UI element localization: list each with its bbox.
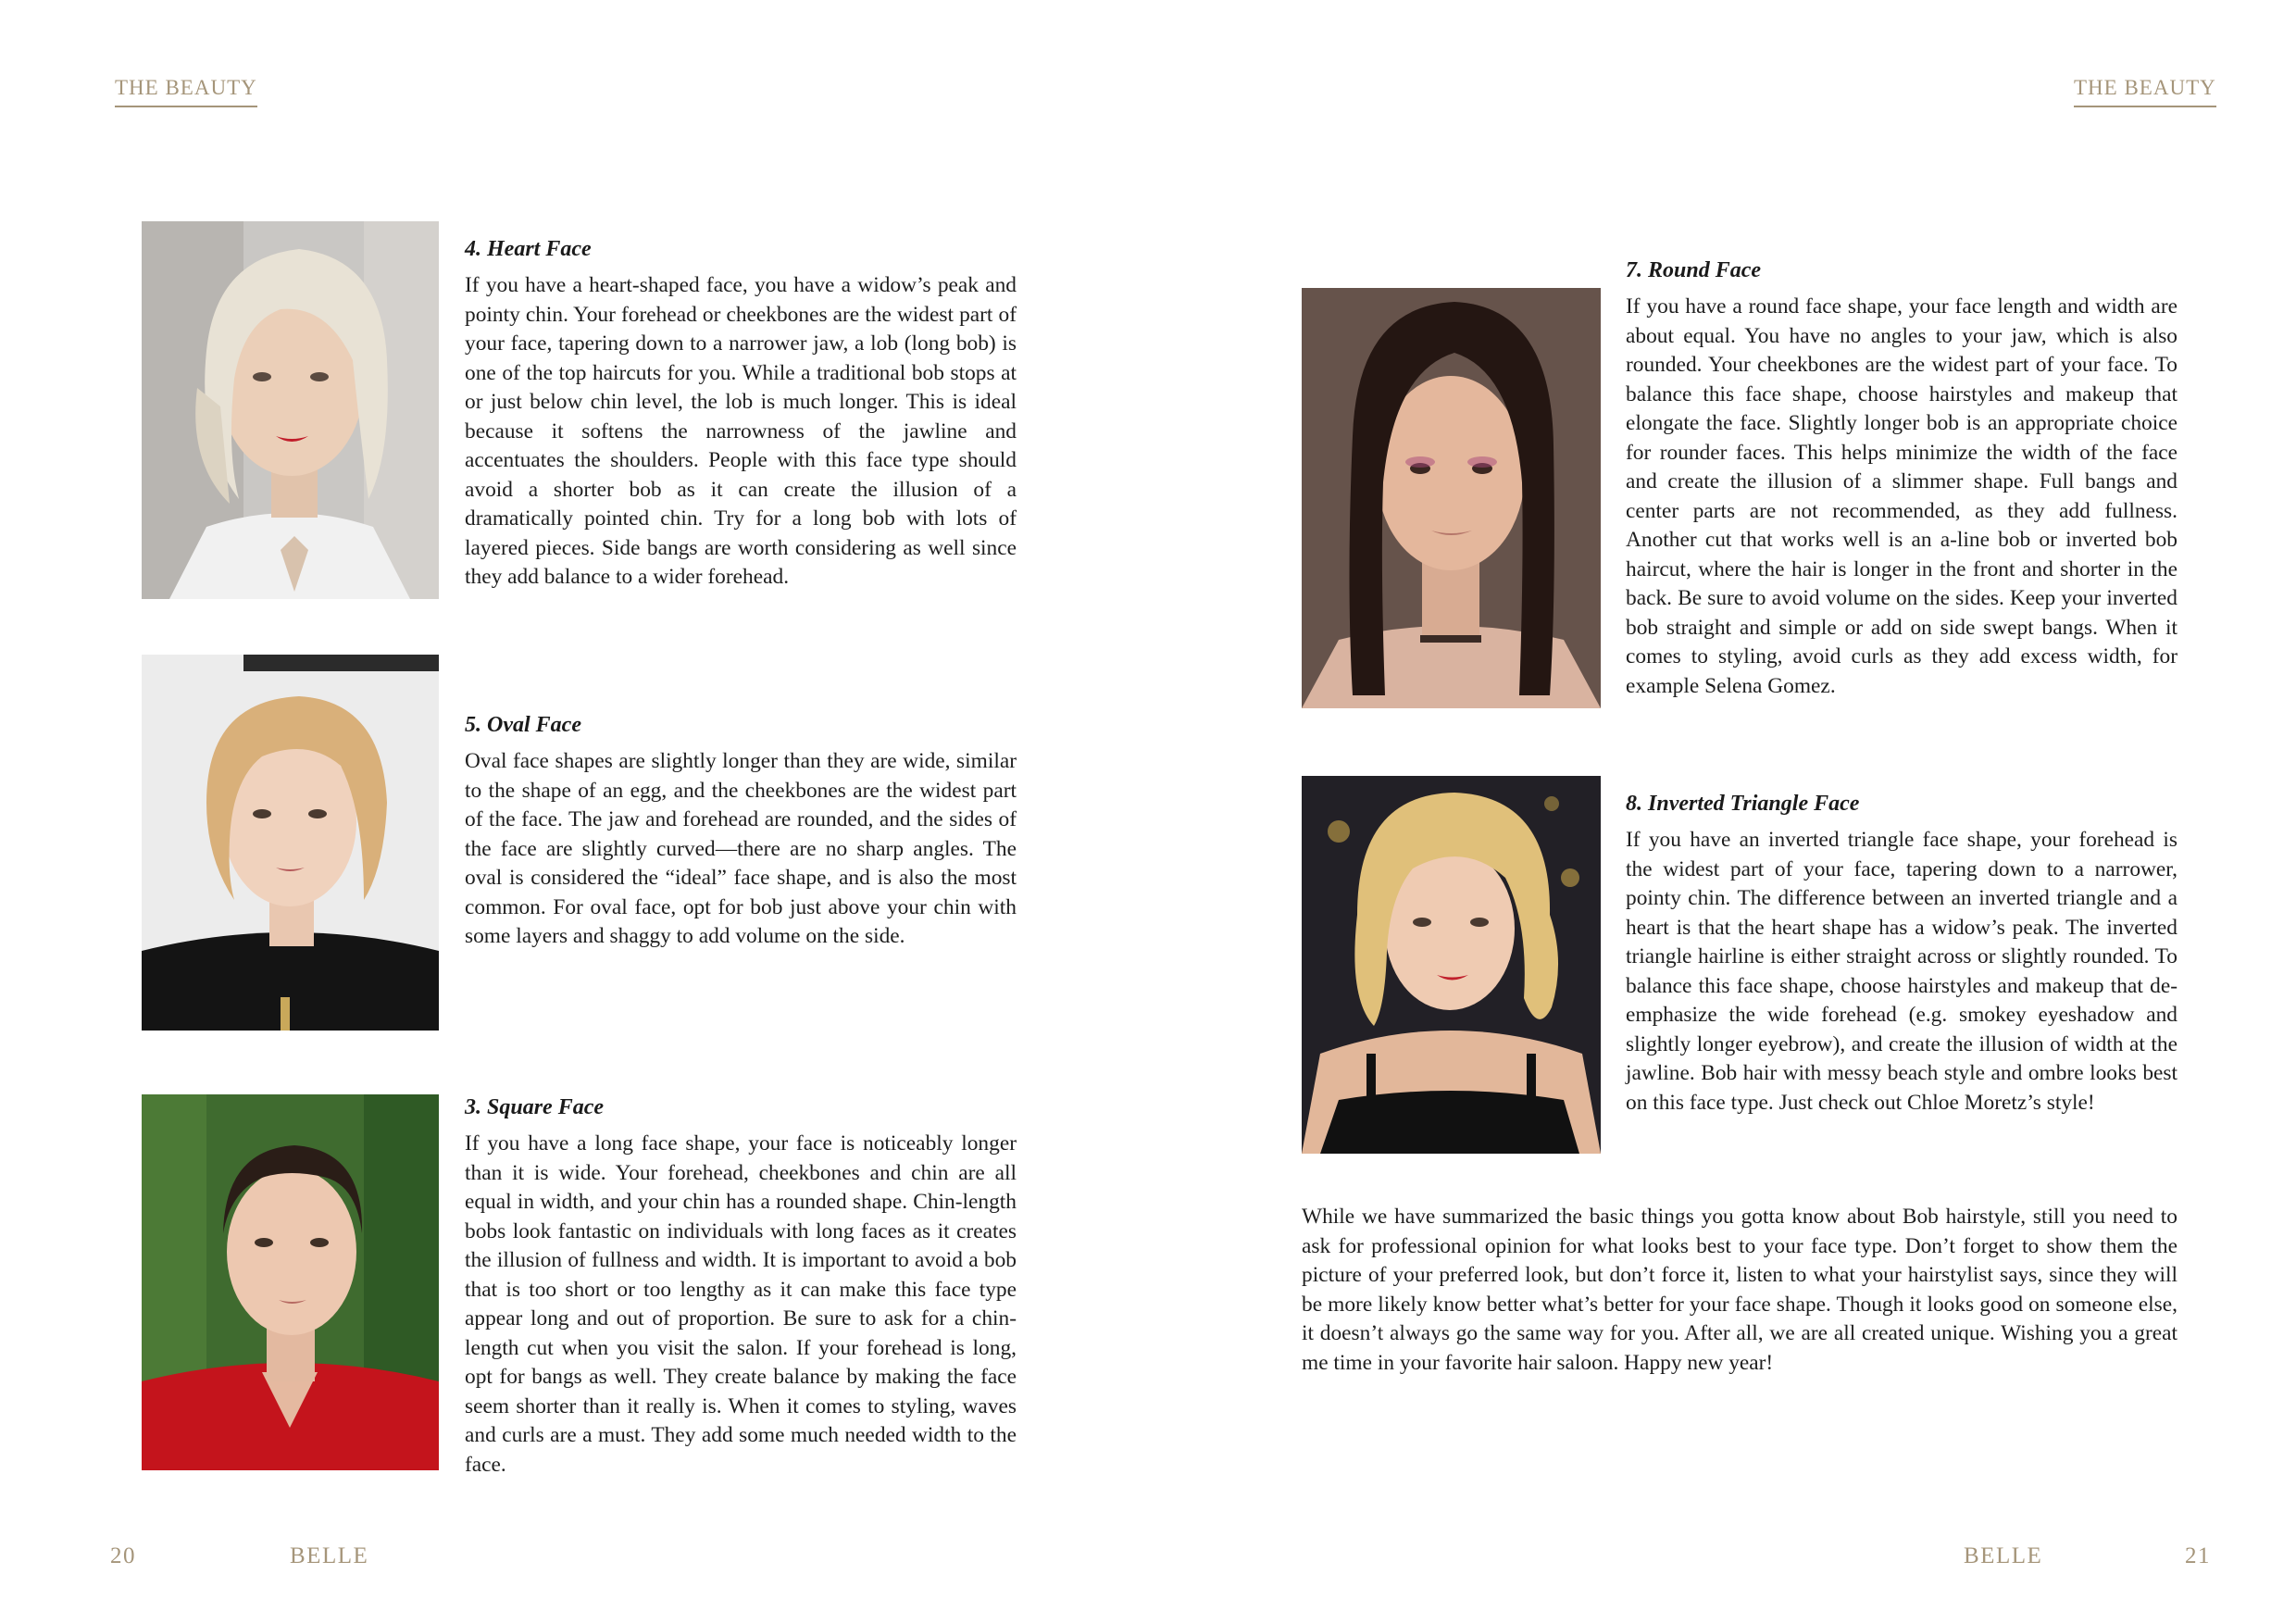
oval-face-title: 5. Oval Face (465, 713, 581, 737)
oval-face-photo (142, 655, 439, 1031)
square-face-photo (142, 1094, 439, 1470)
closing-paragraph: While we have summarized the basic things you gotta know about Bob hairstyle, still you need to ask for professional opinion for what looks best to your face type. Don’t forget to show them the picture of your preferred look, but don’t force it, listen to what your hairstylist says, since they will be more likely know better what’s better for your face shape. Though it looks good on someone else, it doesn’t always go the same way for you. After all, we are all created unique. Wishing you a great me time in your favorite hair saloon. Happy new year! (1302, 1205, 2177, 1375)
magazine-name-right: BELLE (1964, 1543, 2043, 1568)
square-face-text: If you have a long face shape, your face is noticeably longer than it is wide. Your forehead, cheekbones and chin are all equal in width, and your chin has a rounded shape. Chin-length bobs look fantastic on individuals with long faces as it creates the illusion of fullness and width. It is important to avoid a bob that is too short or too lengthy as it can make this face type appear long and out of proportion. Be sure to ask for a chin-length cut when you visit the salon. If your forehead is long, opt for bangs as well. They create balance by making the face seem shorter than it really is. When it comes to styling, waves and curls are a must. They add some much needed width to the face. (465, 1131, 1017, 1477)
heart-face-photo (142, 221, 439, 599)
oval-face-text: Oval face shapes are slightly longer than they are wide, similar to the shape of an egg, and the cheekbones are the widest part of the face. The jaw and forehead are rounded, and the sides of the face are slightly curved—there are no sharp angles. The oval is considered the “ideal” face shape, and is also the most common. For oval face, opt for bob just above your chin with some layers and shaggy to add volume on the side. (465, 749, 1017, 948)
magazine-name-left: BELLE (290, 1543, 369, 1568)
square-face-title: 3. Square Face (465, 1095, 604, 1119)
round-face-text: If you have a round face shape, your face length and width are about equal. You have no angles to your jaw, which is also rounded. Your cheekbones are the widest part of your face. To balance this face shape, choose hairstyles and makeup that elongate the face. Slightly longer bob is an appropriate choice for rounder faces. This helps minimize the width of the face and create the illusion of a slimmer shape. Full bangs and center parts are not recommended, as they add fullness. Another cut that works well is an a-line bob or inverted bob haircut, where the hair is longer in the front and shorter in the back. Be sure to avoid volume on the sides. Keep your inverted bob straight and simple or add on side swept bangs. When it comes to styling, avoid curls as they add excess width, for example Selena Gomez. (1626, 294, 2177, 698)
inverted-triangle-face-text: If you have an inverted triangle face shape, your forehead is the widest part of your face, tapering down to a narrower, pointy chin. The difference between an inverted triangle and a heart is that the heart shape has a widow’s peak. The inverted triangle hairline is either straight across or slightly rounded. To balance this face shape, choose hairstyles and makeup that de-emphasize the wide forehead (e.g. smokey eyeshadow and slightly longer eyebrow), and create the illusion of width at the jawline. Bob hair with messy beach style and ombre looks best on this face type. Just check out Chloe Moretz’s style! (1626, 828, 2177, 1115)
inverted-triangle-face-photo (1302, 776, 1601, 1154)
section-label-right: THE BEAUTY (2074, 76, 2216, 107)
page-number-right: 21 (2185, 1543, 2211, 1568)
page-number-left: 20 (110, 1543, 136, 1568)
inverted-triangle-face-title: 8. Inverted Triangle Face (1626, 792, 1860, 816)
round-face-photo (1302, 288, 1601, 708)
heart-face-title: 4. Heart Face (465, 237, 592, 261)
round-face-title: 7. Round Face (1626, 258, 1762, 282)
heart-face-text: If you have a heart-shaped face, you have a widow’s peak and pointy chin. Your forehead or cheekbones are the widest part of your face, tapering down to a narrower jaw, a lob (long bob) is one of the top haircuts for you. While a traditional bob stops at or just below chin level, the lob is much longer. This is ideal because it softens the narrowness of the jawline and accentuates the shoulders. People with this face type should avoid a shorter bob as it can create the illusion of a dramatically pointed chin. Try for a long bob with lots of layered pieces. Side bangs are worth considering as well since they add balance to a wider forehead. (465, 273, 1017, 589)
section-label-left: THE BEAUTY (115, 76, 257, 107)
